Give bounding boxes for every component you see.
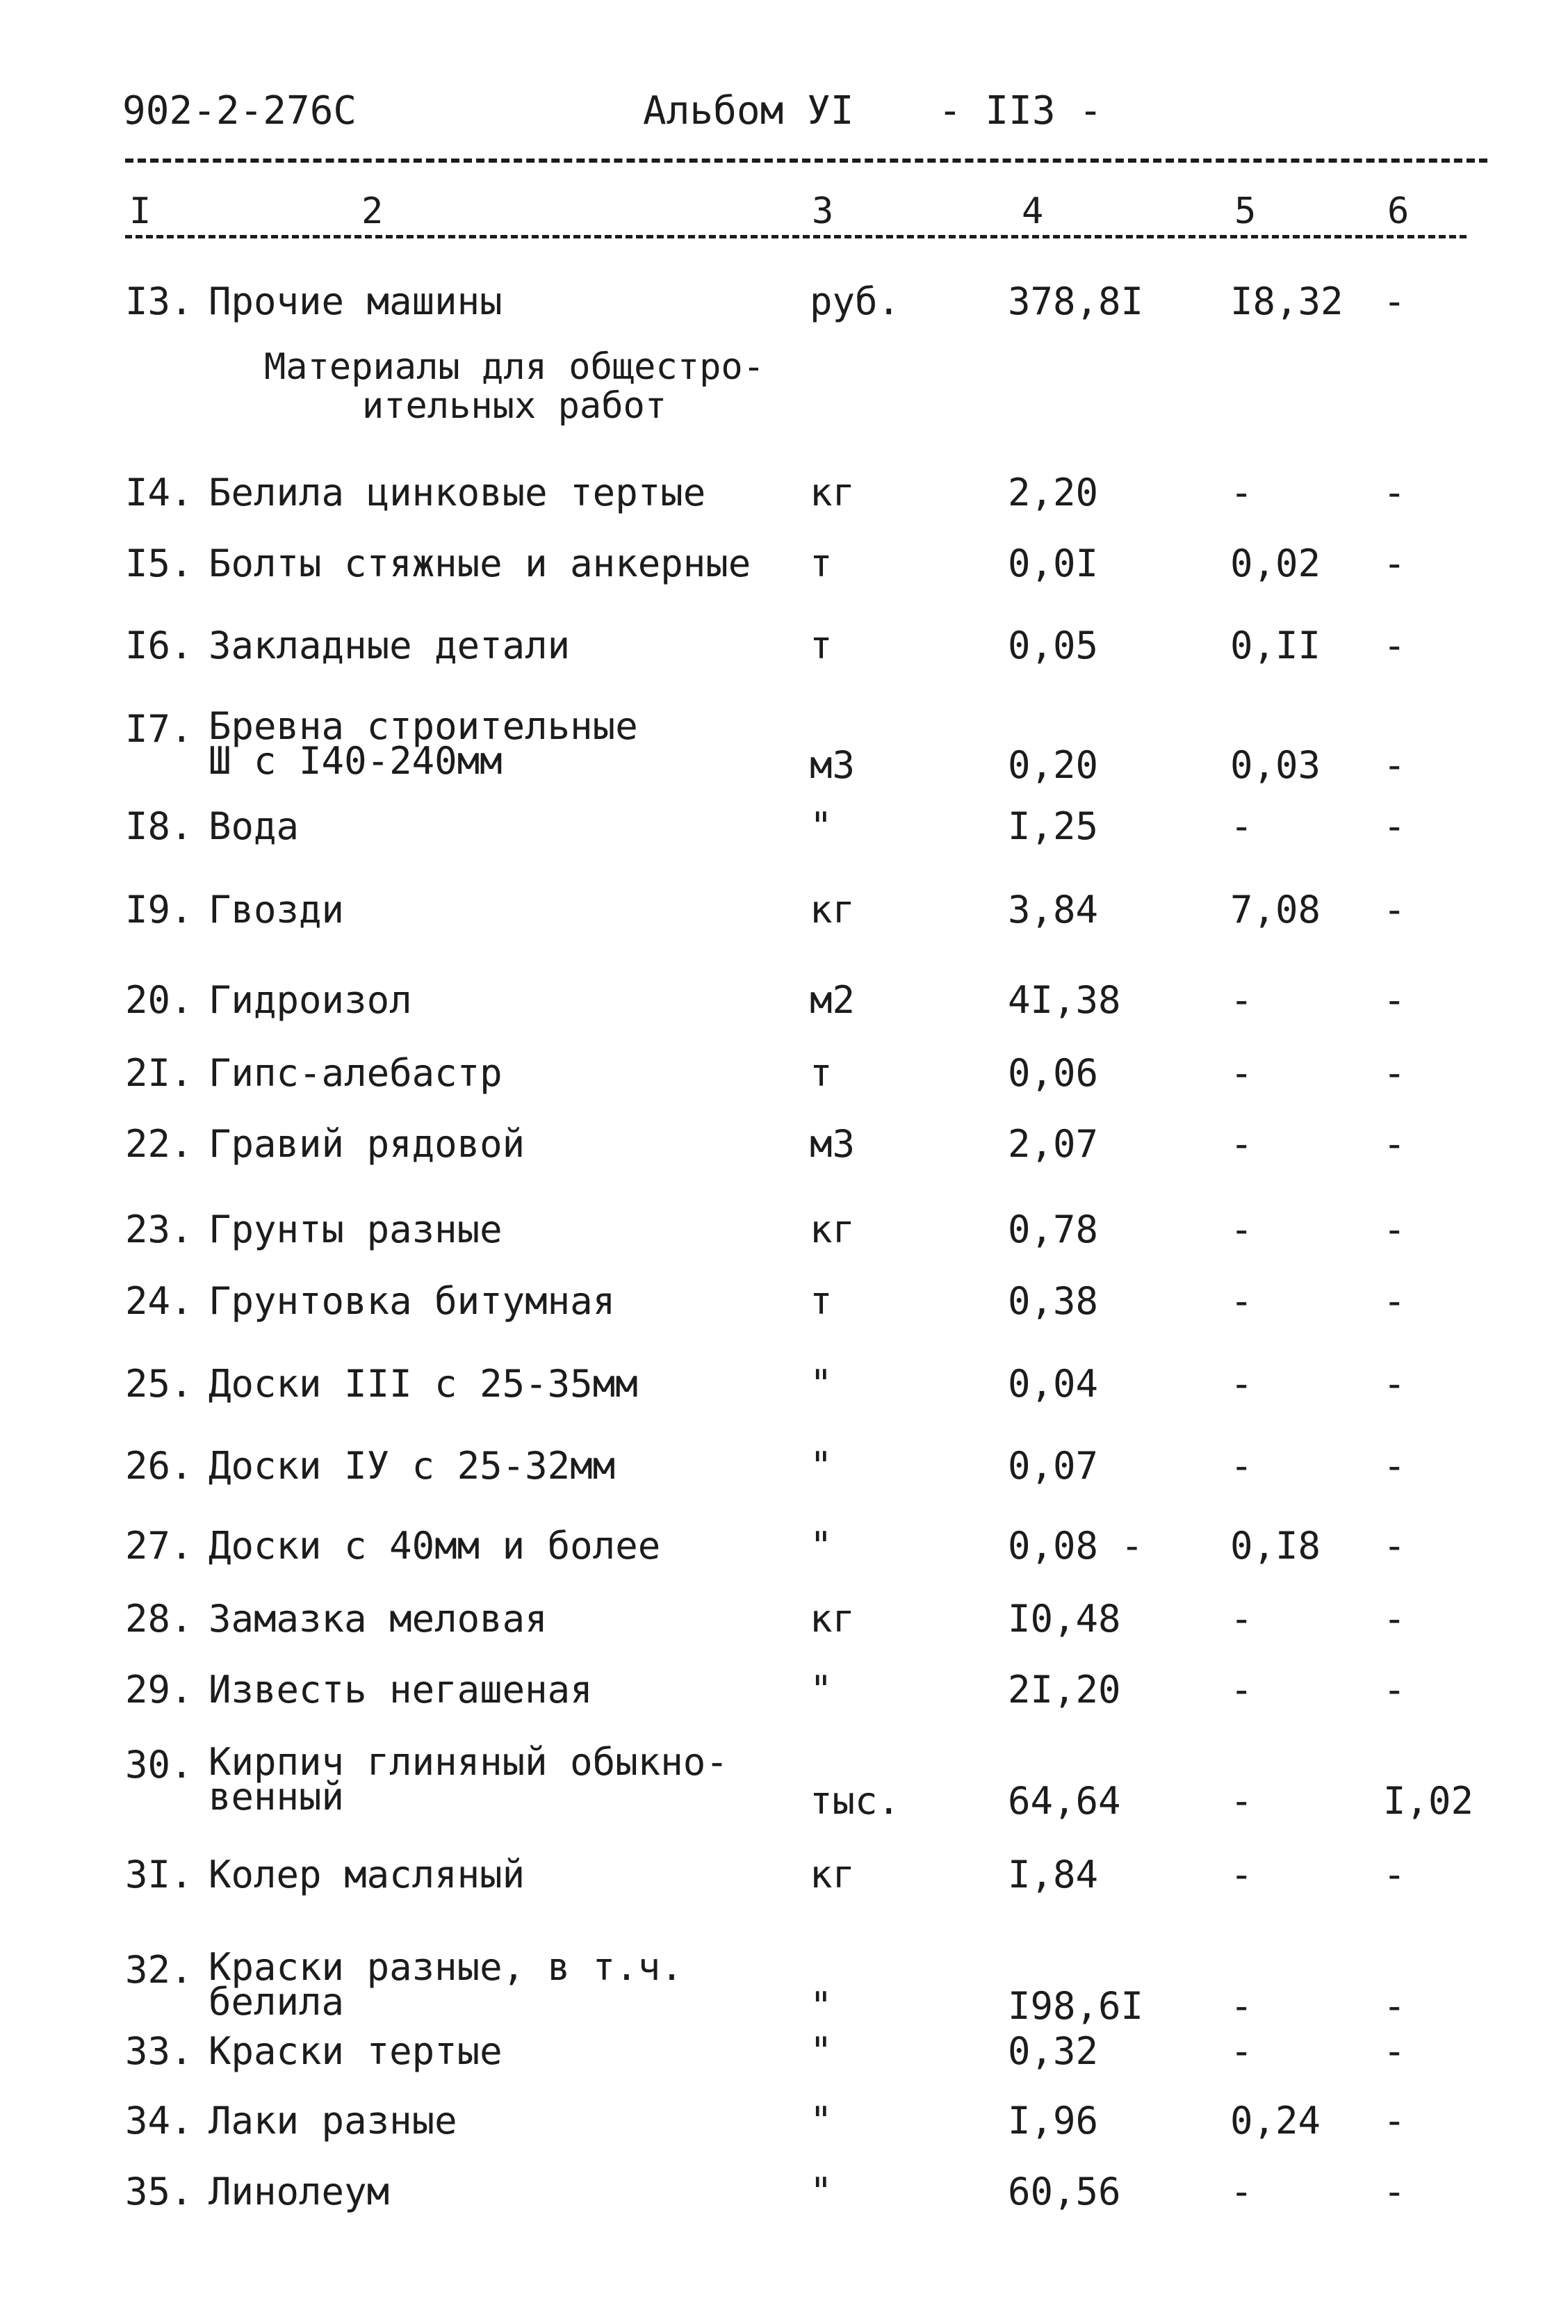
- page-number: - II3 -: [938, 88, 1103, 133]
- row-number: 35.: [125, 2170, 193, 2213]
- row-unit: т: [810, 624, 833, 667]
- row-number: I8.: [125, 804, 193, 848]
- row-number: 2I.: [125, 1051, 193, 1095]
- row-col6: -: [1383, 1279, 1406, 1323]
- row-col6: -: [1383, 1362, 1406, 1406]
- row-col5: -: [1230, 1444, 1253, 1488]
- row-number: 27.: [125, 1524, 193, 1568]
- document-code: 902-2-276С: [122, 88, 357, 133]
- row-name: Гипс-алебастр: [209, 1051, 503, 1095]
- row-col5: I8,32: [1230, 279, 1344, 323]
- row-number: I7.: [125, 707, 193, 751]
- header-divider: [125, 159, 1487, 163]
- row-col4: 4I,38: [1008, 978, 1121, 1022]
- row-col4: 0,07: [1008, 1444, 1099, 1488]
- row-col5: -: [1230, 1668, 1253, 1712]
- row-name: Доски III с 25-35мм: [209, 1362, 638, 1406]
- row-col4: 0,32: [1008, 2029, 1099, 2073]
- row-col5: -: [1230, 1779, 1253, 1823]
- row-name: Замазка меловая: [209, 1597, 548, 1641]
- row-unit: т: [810, 1279, 833, 1323]
- row-number: 22.: [125, 1122, 193, 1166]
- row-col6: -: [1383, 1853, 1406, 1896]
- row-unit: ": [810, 2170, 833, 2213]
- row-unit: тыс.: [810, 1779, 901, 1823]
- album-label: Альбом УI: [643, 88, 854, 133]
- row-col6: -: [1383, 1208, 1406, 1251]
- row-col4: 378,8I: [1008, 279, 1144, 323]
- row-number: 28.: [125, 1597, 193, 1641]
- row-col5: -: [1230, 1051, 1253, 1095]
- row-number: 32.: [125, 1948, 193, 1992]
- row-number: I3.: [125, 279, 193, 323]
- row-unit: ": [810, 1362, 833, 1406]
- row-col6: -: [1383, 804, 1406, 848]
- row-col4: 0,0I: [1008, 542, 1099, 585]
- row-col4: I98,6I: [1008, 1984, 1144, 2028]
- row-col5: 0,02: [1230, 542, 1321, 585]
- row-name: Известь негашеная: [209, 1668, 593, 1712]
- column-number-1: I: [129, 190, 152, 232]
- row-col4: 0,08 -: [1008, 1524, 1144, 1568]
- row-number: 33.: [125, 2029, 193, 2073]
- row-unit: ": [810, 804, 833, 848]
- row-unit: кг: [810, 1208, 856, 1251]
- row-name: Гвозди: [209, 888, 345, 932]
- row-col4: 2,07: [1008, 1122, 1099, 1166]
- row-col5: -: [1230, 1984, 1253, 2028]
- row-unit: м2: [810, 978, 856, 1022]
- row-number: I6.: [125, 624, 193, 667]
- row-col4: 2I,20: [1008, 1668, 1121, 1712]
- row-name: Прочие машины: [209, 279, 503, 323]
- row-name: Линолеум: [209, 2170, 390, 2213]
- row-col6: -: [1383, 2029, 1406, 2073]
- row-name: Грунты разные: [209, 1208, 503, 1251]
- row-col5: -: [1230, 1279, 1253, 1323]
- row-col6: -: [1383, 624, 1406, 667]
- row-col6: -: [1383, 279, 1406, 323]
- row-col6: -: [1383, 1984, 1406, 2028]
- row-col5: -: [1230, 1208, 1253, 1251]
- row-col6: I,02: [1383, 1779, 1474, 1823]
- row-col5: -: [1230, 804, 1253, 848]
- column-header-underline: [125, 235, 1467, 238]
- row-col4: I,84: [1008, 1853, 1099, 1896]
- section-title: Материалы для общестро- ительных работ: [263, 346, 765, 427]
- row-number: 34.: [125, 2099, 193, 2143]
- row-col6: -: [1383, 888, 1406, 932]
- row-col6: -: [1383, 978, 1406, 1022]
- row-name: Болты стяжные и анкерные: [209, 542, 751, 585]
- row-col5: 0,03: [1230, 743, 1321, 787]
- row-col5: -: [1230, 1853, 1253, 1896]
- column-number-5: 5: [1234, 190, 1257, 232]
- row-name: Белила цинковые тертые: [209, 471, 706, 514]
- row-col4: 0,06: [1008, 1051, 1099, 1095]
- row-col4: I,96: [1008, 2099, 1099, 2143]
- row-col5: -: [1230, 2029, 1253, 2073]
- column-number-4: 4: [1022, 190, 1044, 232]
- row-col4: I0,48: [1008, 1597, 1121, 1641]
- row-unit: м3: [810, 743, 856, 787]
- row-col6: -: [1383, 471, 1406, 514]
- row-col5: 7,08: [1230, 888, 1321, 932]
- row-name: Закладные детали: [209, 624, 571, 667]
- row-col4: 0,38: [1008, 1279, 1099, 1323]
- row-name: Гидроизол: [209, 978, 412, 1022]
- row-unit: руб.: [810, 279, 901, 323]
- row-number: I9.: [125, 888, 193, 932]
- row-col6: -: [1383, 1122, 1406, 1166]
- row-col4: I,25: [1008, 804, 1099, 848]
- row-name: Доски IУ с 25-32мм: [209, 1444, 616, 1488]
- row-col5: -: [1230, 2170, 1253, 2213]
- row-col6: -: [1383, 1597, 1406, 1641]
- row-col5: -: [1230, 471, 1253, 514]
- row-name: Колер масляный: [209, 1853, 525, 1896]
- row-col4: 64,64: [1008, 1779, 1121, 1823]
- row-unit: кг: [810, 1853, 856, 1896]
- row-unit: т: [810, 1051, 833, 1095]
- row-col6: -: [1383, 1051, 1406, 1095]
- column-number-6: 6: [1387, 190, 1410, 232]
- row-number: 29.: [125, 1668, 193, 1712]
- row-unit: ": [810, 1524, 833, 1568]
- row-unit: м3: [810, 1122, 856, 1166]
- column-number-3: 3: [812, 190, 834, 232]
- row-col5: 0,24: [1230, 2099, 1321, 2143]
- row-col6: -: [1383, 2170, 1406, 2213]
- row-number: 25.: [125, 1362, 193, 1406]
- row-name: Краски тертые: [209, 2029, 503, 2073]
- row-unit: кг: [810, 1597, 856, 1641]
- row-number: 3I.: [125, 1853, 193, 1896]
- row-col4: 0,04: [1008, 1362, 1099, 1406]
- row-unit: т: [810, 542, 833, 585]
- row-col6: -: [1383, 2099, 1406, 2143]
- row-name: Гравий рядовой: [209, 1122, 525, 1166]
- row-name: Доски с 40мм и более: [209, 1524, 661, 1568]
- row-col6: -: [1383, 743, 1406, 787]
- row-col4: 2,20: [1008, 471, 1099, 514]
- row-unit: кг: [810, 888, 856, 932]
- row-number: I4.: [125, 471, 193, 514]
- row-number: 30.: [125, 1743, 193, 1787]
- row-name: Кирпич глиняный обыкно- венный: [209, 1740, 728, 1819]
- row-name: Краски разные, в т.ч. белила: [209, 1945, 683, 2024]
- column-number-2: 2: [361, 190, 384, 232]
- row-number: 20.: [125, 978, 193, 1022]
- row-col5: -: [1230, 1122, 1253, 1166]
- row-name: Грунтовка битумная: [209, 1279, 616, 1323]
- row-col5: 0,I8: [1230, 1524, 1321, 1568]
- row-number: I5.: [125, 542, 193, 585]
- row-unit: ": [810, 1444, 833, 1488]
- row-col6: -: [1383, 1668, 1406, 1712]
- row-number: 26.: [125, 1444, 193, 1488]
- row-col5: 0,II: [1230, 624, 1321, 667]
- row-col4: 0,78: [1008, 1208, 1099, 1251]
- row-col6: -: [1383, 1444, 1406, 1488]
- row-name: Бревна строительные Ш с I40-240мм: [209, 704, 638, 783]
- row-col4: 3,84: [1008, 888, 1099, 932]
- row-number: 23.: [125, 1208, 193, 1251]
- row-unit: ": [810, 1984, 833, 2028]
- row-name: Вода: [209, 804, 300, 848]
- row-col4: 0,20: [1008, 743, 1099, 787]
- row-col5: -: [1230, 978, 1253, 1022]
- row-unit: ": [810, 2099, 833, 2143]
- row-name: Лаки разные: [209, 2099, 457, 2143]
- row-col4: 60,56: [1008, 2170, 1121, 2213]
- row-col5: -: [1230, 1597, 1253, 1641]
- row-number: 24.: [125, 1279, 193, 1323]
- row-unit: ": [810, 1668, 833, 1712]
- row-unit: кг: [810, 471, 856, 514]
- row-col6: -: [1383, 542, 1406, 585]
- row-col6: -: [1383, 1524, 1406, 1568]
- row-col4: 0,05: [1008, 624, 1099, 667]
- row-unit: ": [810, 2029, 833, 2073]
- row-col5: -: [1230, 1362, 1253, 1406]
